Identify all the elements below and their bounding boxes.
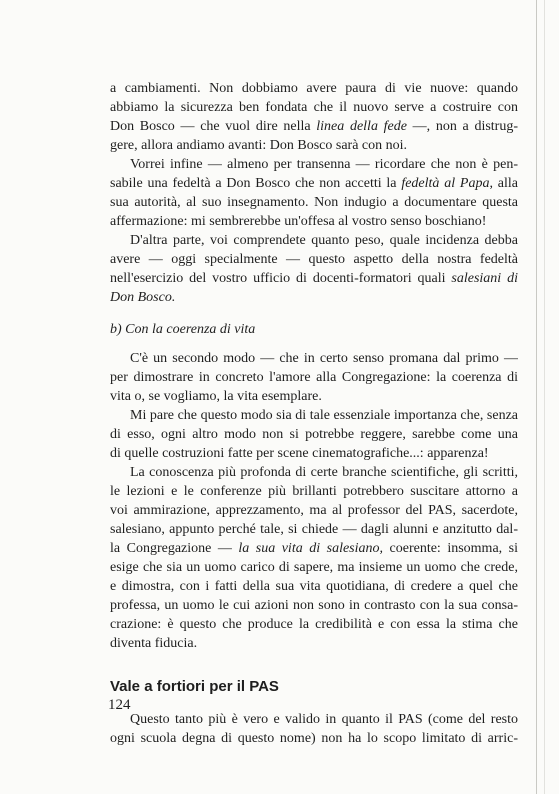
text-line: le lezioni e le conferenze più brillanti potrebbero suscitare attorno a [110, 484, 518, 499]
text-line: Don Bosco. [110, 290, 176, 305]
body-text [110, 79, 518, 748]
text-line: salesiano, appunto perché tale, si chiede — dagli alunni e anzitutto dal- [110, 522, 518, 537]
text-line: vita o, se vogliamo, la vita esemplare. [110, 389, 322, 404]
spacer [110, 653, 518, 677]
spacer [110, 307, 518, 320]
paragraph-4 [110, 349, 518, 406]
paragraph-6 [110, 463, 518, 653]
paragraph-1 [110, 79, 518, 155]
text-line: D'altra parte, voi comprendete quanto peso, quale incidenza debba [130, 233, 518, 248]
text-line: ogni scuola degna di questo nome) non ha lo scopo limitato di arric- [110, 731, 518, 746]
text-line: esige che sia un uomo carico di sapere, ma insieme un uomo che crede, [110, 560, 518, 575]
text-line: per dimostrare in concreto l'amore alla Congregazione: la coerenza di [110, 370, 518, 385]
text-line: affermazione: mi sembrerebbe un'offesa al vostro senso boschiano! [110, 214, 487, 229]
text-line: diventa fiducia. [110, 636, 198, 651]
paragraph-5 [110, 406, 518, 463]
text-line: avere — oggi specialmente — questo aspetto della nostra fedeltà [110, 252, 518, 267]
section-heading: Vale a fortiori per il PAS [110, 678, 279, 695]
spacer [110, 339, 518, 349]
paragraph-2 [110, 155, 518, 231]
paragraph-7 [110, 710, 518, 748]
text-line: C'è un secondo modo — che in certo senso promana dal primo — [130, 351, 518, 366]
text-line: di quelle costruzioni fatte per scene cinematografiche...: apparenza! [110, 446, 489, 461]
text-line: Mi pare che questo modo sia di tale essenziale importanza che, senza [130, 408, 518, 423]
text-line: la Congregazione — la sua vita di salesiano, coerente: insomma, si [110, 541, 518, 556]
text-line: e dimostra, con i fatti della sua vita quotidiana, di credere a quel che [110, 579, 518, 594]
paragraph-3 [110, 231, 518, 307]
text-line: crazione: è questo che produce la credibilità e con essa la stima che [110, 617, 518, 632]
text-line: sabile una fedeltà a Don Bosco che non accetti la fedeltà al Papa, alla [110, 176, 518, 191]
text-line: voi ammirazione, apprezzamento, ma al professor del PAS, sacerdote, [110, 503, 518, 518]
text-line: nell'esercizio del vostro ufficio di docenti-formatori quali salesiani di [110, 271, 518, 286]
text-line: Questo tanto più è vero e valido in quanto il PAS (come del resto [130, 712, 518, 727]
page-edge-outer [544, 0, 545, 794]
text-line: professa, un uomo le cui azioni non sono in contrasto con la sua consa- [110, 598, 518, 613]
text-line: gere, allora andiamo avanti: Don Bosco sarà con noi. [110, 138, 408, 153]
spacer [110, 696, 518, 710]
text-line: La conoscenza più profonda di certe branche scientifiche, gli scritti, [130, 465, 518, 480]
text-line: abbiamo la sicurezza ben fondata che il nuovo serve a costruire con [110, 100, 518, 115]
text-line: sua autorità, al suo insegnamento. Non indugio a documentare questa [110, 195, 518, 210]
text-line: di esso, ogni altro modo non si potrebbe reggere, sarebbe come una [110, 427, 518, 442]
page-number: 124 [108, 697, 131, 713]
subheading: b) Con la coerenza di vita [110, 322, 256, 337]
text-line: Vorrei infine — almeno per transenna — ricordare che non è pen- [130, 157, 518, 172]
page-edge [536, 0, 537, 794]
text-line: Don Bosco — che vuol dire nella linea della fede —, non a distrug- [110, 119, 518, 134]
text-line: a cambiamenti. Non dobbiamo avere paura di vie nuove: quando [110, 81, 518, 96]
